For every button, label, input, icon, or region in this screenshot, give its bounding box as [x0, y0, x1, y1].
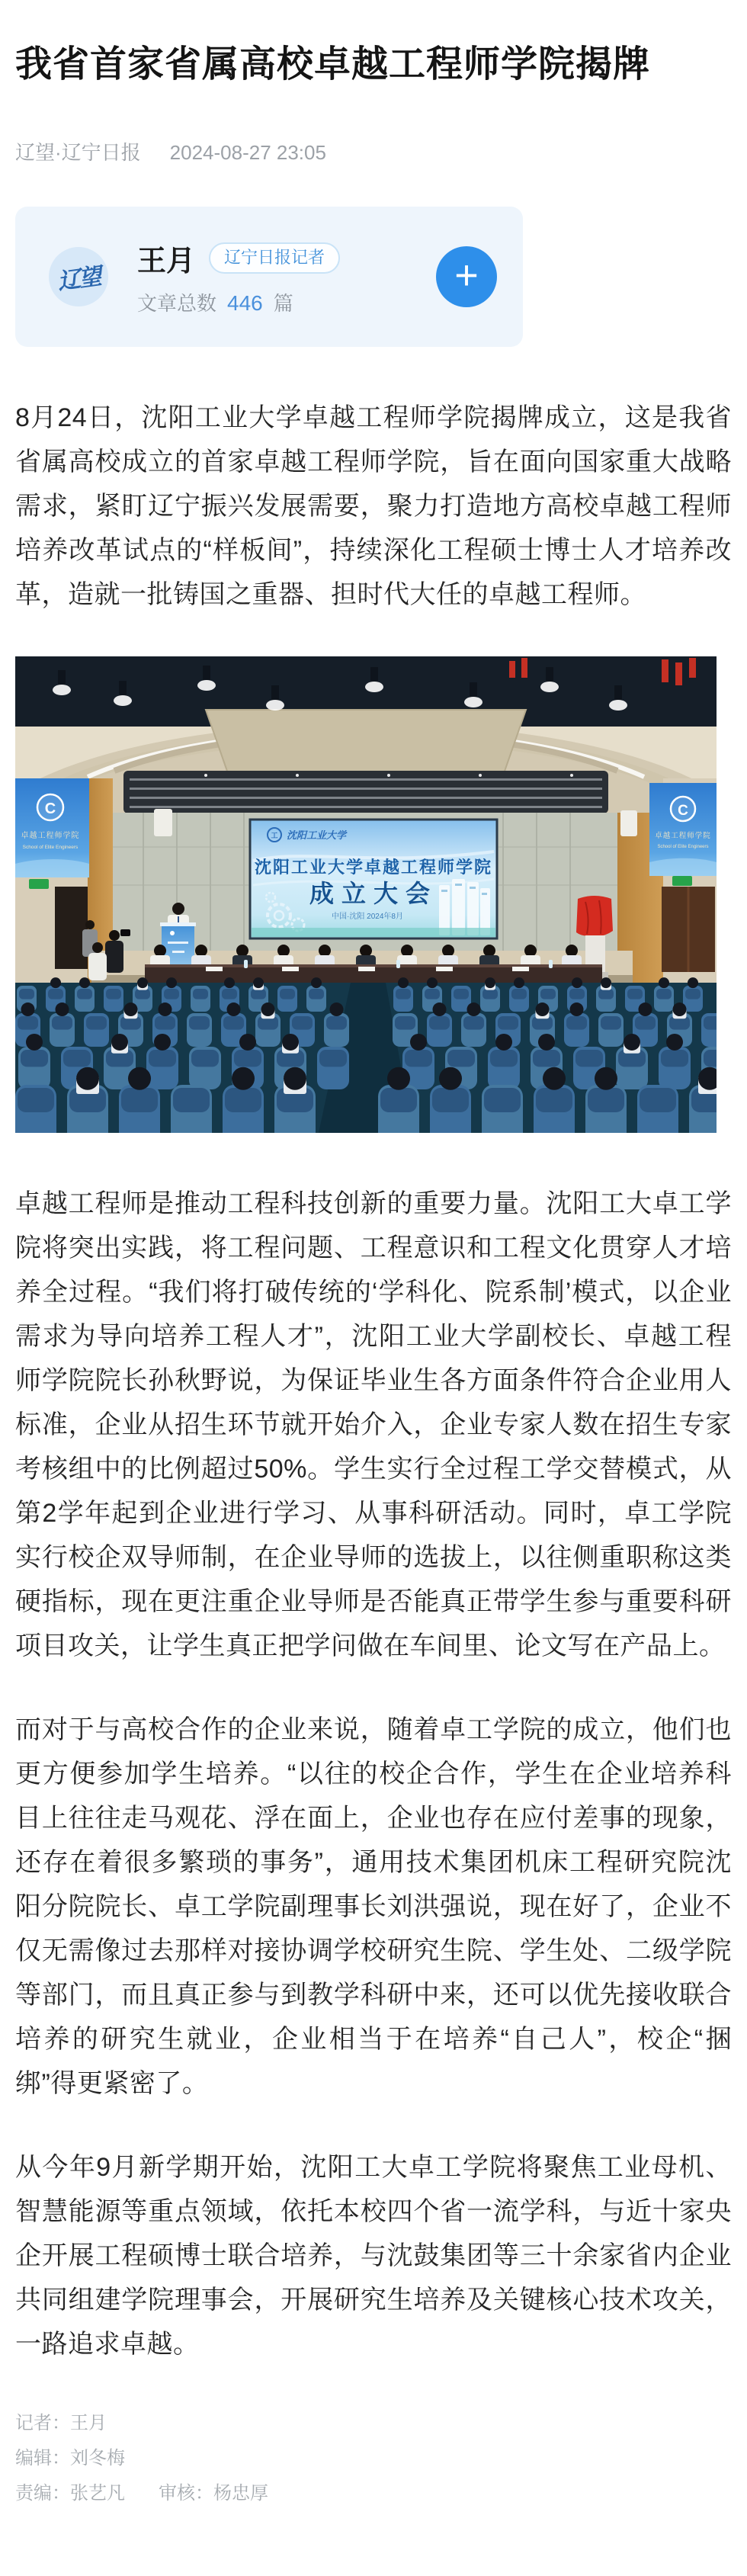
wall-speaker-right [620, 810, 637, 836]
screen-title-text: 沈阳工业大学卓越工程师学院 [254, 858, 493, 877]
acoustic-panel [206, 710, 526, 780]
paragraph-1: 8月24日，沈阳工业大学卓越工程师学院揭牌成立，这是我省省属高校成立的首家卓越工程师学院，旨在面向国家重大战略需求，紧盯辽宁振兴发展需要，聚力打造地方高校卓越工程师培养改革试点的“样板间”，持续深化工程硕士博士人才培养改革，造就一批铸国之重器、担时代大任的卓越工程师。 [15, 403, 732, 609]
side-screen-left [15, 778, 89, 877]
paragraph-2: 卓越工程师是推动工程科技创新的重要力量。沈阳工大卓工学院将突出实践，将工程问题、工程意识和工程文化贯穿人才培养全过程。“我们将打破传统的‘学科化、院系制’模式，以企业需求为导向培养工程人才”，沈阳工业大学副校长、卓越工程师学院院长孙秋野说，为保证毕业生各方面条件符合企业用人标准，企业从招生环节就开始介入，企业专家人数在招生专家考核组中的比例超过50%。学生实行全过程工学交替模式，从第2学年起到企业进行学习、从事科研活动。同时，卓工学院实行校企双导师制，在企业导师的选拔上，以往侧重职称这类硬指标，现在更注重企业导师是否能真正带学生参与重要科研项目攻关，让学生真正把学问做在车间里、论文写在产品上。 [15, 1189, 732, 1660]
paragraph-3: 而对于与高校合作的企业来说，随着卓工学院的成立，他们也更方便参加学生培养。“以往的校企合作，学生在企业培养科目上往往走马观花、浮在面上，企业也存在应付差事的现象，还存在着很多繁琐的事务”，通用技术集团机床工程研究院沈阳分院院长、卓工学院副理事长刘洪强说，现在好了，企业不仅无需像过去那样对接协调学校研究生院、学生处、二级学院等部门，而且真正参与到教学科研中来，还可以优先接收联合培养的研究生就业，企业相当于在培养“自己人”，校企“捆绑”得更紧密了。 [15, 1715, 732, 2098]
author-info [137, 237, 340, 316]
article-body [15, 396, 732, 2366]
author-badge: 辽宁日报记者 [209, 242, 340, 273]
article-meta [15, 137, 732, 165]
conference-hall-illustration [15, 656, 717, 1133]
screen-org-text: 沈阳工业大学 [287, 829, 347, 841]
svg-text:卓越工程师学院: 卓越工程师学院 [655, 832, 711, 840]
avatar-logo-text: 辽望 [56, 264, 102, 295]
svg-text:卓越工程师学院: 卓越工程师学院 [21, 832, 80, 840]
stats-unit: 篇 [273, 292, 293, 315]
screen-subtitle-text: 成立大会 [309, 880, 438, 907]
follow-button[interactable] [436, 246, 497, 307]
credit-reviewer: 审核：杨忠厚 [159, 2483, 268, 2504]
avatar[interactable] [49, 247, 108, 306]
svg-text:School of Elite Engineers: School of Elite Engineers [22, 845, 79, 850]
svg-text:C: C [678, 803, 688, 819]
svg-text:工: 工 [271, 832, 278, 839]
credit-editor: 编辑：刘冬梅 [15, 2448, 125, 2469]
screen-caption-text: 中国·沈阳 2024年8月 [332, 913, 403, 921]
stats-label: 文章总数 [137, 292, 217, 315]
vent-band [123, 771, 608, 813]
author-card[interactable] [15, 207, 523, 347]
credit-producer-reviewer [15, 2476, 732, 2511]
main-screen [250, 820, 497, 938]
page-title: 我省首家省属高校卓越工程师学院揭牌 [15, 44, 651, 85]
article-footer [15, 2406, 732, 2511]
credit-producer: 责编：张艺凡 [15, 2483, 125, 2504]
stats-count: 446 [227, 291, 263, 315]
source-name: 辽望·辽宁日报 [15, 141, 141, 164]
article-photo [15, 656, 717, 1133]
svg-text:C: C [44, 800, 56, 817]
credit-reporter: 记者：王月 [15, 2413, 107, 2433]
author-name: 王月 [137, 245, 196, 277]
plus-icon: + [454, 252, 479, 298]
svg-text:School of Elite Engineers: School of Elite Engineers [657, 845, 709, 849]
wall-speaker-left [154, 809, 172, 836]
side-screen-right [649, 783, 717, 876]
paragraph-4: 从今年9月新学期开始，沈阳工大卓工学院将聚焦工业母机、智慧能源等重点领域，依托本校四个省一流学科，与近十家央企开展工程硕博士联合培养，与沈鼓集团等三十余家省内企业共同组建学院理事会，开展研究生培养及关键核心技术攻关，一路追求卓越。 [15, 2153, 732, 2359]
publish-time: 2024-08-27 23:05 [169, 141, 326, 164]
